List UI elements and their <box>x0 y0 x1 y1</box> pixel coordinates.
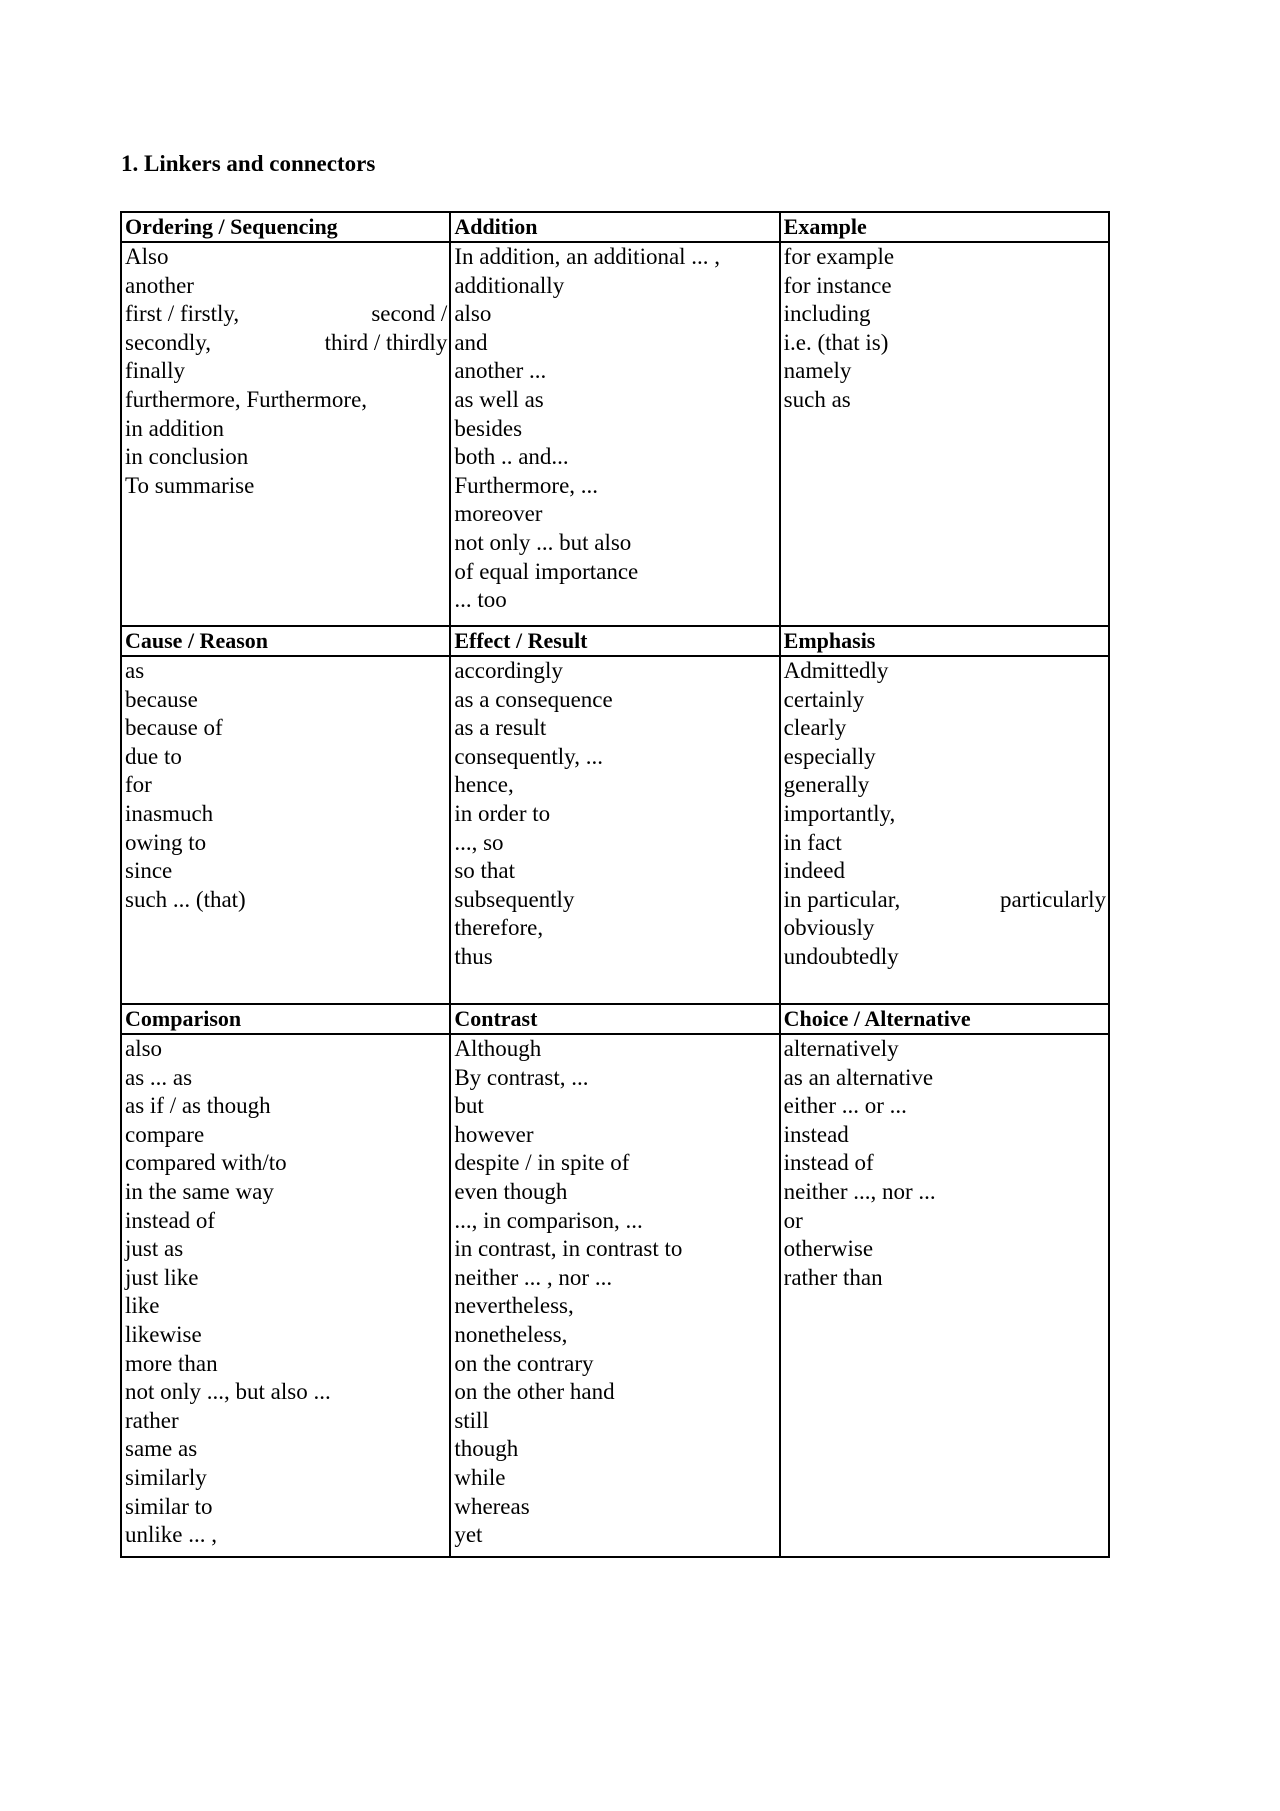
section-header: Example <box>780 212 1109 242</box>
linker-term: undoubtedly <box>783 943 899 969</box>
linker-term: finally <box>125 358 186 384</box>
linker-term-part: particularly <box>999 886 1106 912</box>
linker-term: as well as <box>454 386 544 412</box>
linker-term: however <box>454 1121 534 1147</box>
section-header: Effect / Result <box>450 626 779 656</box>
linker-term: as if / as though <box>125 1093 271 1119</box>
linker-term: of equal importance <box>454 558 639 584</box>
linker-term: instead of <box>125 1207 216 1233</box>
linker-term: By contrast, ... <box>454 1064 589 1090</box>
section-header: Contrast <box>450 1004 779 1034</box>
linker-term: but <box>454 1093 484 1119</box>
linker-term: therefore, <box>454 915 544 941</box>
linker-term: such as <box>783 386 851 412</box>
linker-term: moreover <box>454 501 543 527</box>
linker-term: not only ... but also <box>454 529 632 555</box>
linker-term: rather than <box>783 1264 883 1290</box>
linker-term: for instance <box>783 272 892 298</box>
linker-term: as ... as <box>125 1064 193 1090</box>
linker-term: not only ..., but also ... <box>125 1379 331 1405</box>
linker-term: another <box>125 272 194 298</box>
linker-term: just like <box>125 1264 199 1290</box>
linker-term: as <box>125 658 145 683</box>
linker-term: in the same way <box>125 1178 274 1204</box>
section-list-ordering-sequencing <box>121 242 450 626</box>
linker-term: as a consequence <box>454 686 613 712</box>
linker-term: both .. and... <box>454 444 569 470</box>
linker-term: additionally <box>454 272 565 298</box>
linker-term: since <box>125 858 173 884</box>
linker-term: otherwise <box>783 1236 874 1262</box>
linker-term: in conclusion <box>125 444 249 470</box>
content-row <box>121 656 1109 1004</box>
linker-term: or <box>783 1207 803 1233</box>
linker-term: instead of <box>783 1150 874 1176</box>
linker-term: nevertheless, <box>454 1293 574 1319</box>
linker-term: generally <box>783 772 870 798</box>
linker-term: thus <box>454 943 493 969</box>
section-header: Emphasis <box>780 626 1109 656</box>
linker-term: including <box>783 301 871 327</box>
linker-term <box>125 300 447 329</box>
linker-term: despite / in spite of <box>454 1150 630 1176</box>
section-list-example <box>780 242 1109 626</box>
header-row <box>121 626 1109 656</box>
linker-term: as a result <box>454 715 547 741</box>
linker-term: in addition <box>125 415 225 441</box>
linker-term: in order to <box>454 800 551 826</box>
content-row <box>121 242 1109 626</box>
linker-term: Although <box>454 1036 542 1061</box>
section-list-cause-reason <box>121 656 450 1004</box>
linker-term: more than <box>125 1350 218 1376</box>
linker-term: accordingly <box>454 658 563 683</box>
linker-term: though <box>454 1436 519 1462</box>
linker-term-part: second / <box>371 301 448 327</box>
linker-term-part: secondly, <box>125 329 212 355</box>
section-list-addition <box>450 242 779 626</box>
linker-term: so that <box>454 858 516 884</box>
linker-term: like <box>125 1293 160 1319</box>
section-list-contrast <box>450 1034 779 1557</box>
linker-term: alternatively <box>783 1036 899 1061</box>
linker-term: yet <box>454 1522 483 1548</box>
linkers-table <box>120 211 1110 1558</box>
linker-term-part: in particular, <box>783 886 901 912</box>
linker-term: in contrast, in contrast to <box>454 1236 683 1262</box>
section-header: Choice / Alternative <box>780 1004 1109 1034</box>
linker-term: another ... <box>454 358 547 384</box>
section-list-comparison <box>121 1034 450 1557</box>
linker-term: either ... or ... <box>783 1093 907 1119</box>
linker-term: while <box>454 1464 506 1490</box>
linker-term: just as <box>125 1236 184 1262</box>
linker-term: neither ..., nor ... <box>783 1178 936 1204</box>
section-list-effect-result <box>450 656 779 1004</box>
linker-term: Also <box>125 244 169 269</box>
linker-term: hence, <box>454 772 514 798</box>
linker-term: neither ... , nor ... <box>454 1264 613 1290</box>
linker-term: also <box>125 1036 163 1061</box>
page-title: 1. Linkers and connectors <box>121 151 376 176</box>
linker-term: ... too <box>454 587 507 613</box>
linker-term: obviously <box>783 915 875 941</box>
linker-term: such ... (that) <box>125 886 246 912</box>
linker-term: subsequently <box>454 886 575 912</box>
linker-term: compare <box>125 1121 205 1147</box>
linker-term: due to <box>125 743 182 769</box>
linker-term-part: first / firstly, <box>125 301 240 327</box>
linker-term: inasmuch <box>125 800 214 826</box>
linker-term: ..., in comparison, ... <box>454 1207 643 1233</box>
linkers-table-container <box>120 211 1110 1558</box>
section-header: Addition <box>450 212 779 242</box>
linker-term: certainly <box>783 686 865 712</box>
linker-term: on the contrary <box>454 1350 594 1376</box>
linker-term: on the other hand <box>454 1379 615 1405</box>
linker-term: for example <box>783 244 895 269</box>
linker-term: still <box>454 1407 489 1433</box>
header-row <box>121 212 1109 242</box>
linker-term: namely <box>783 358 852 384</box>
section-list-choice-alternative <box>780 1034 1109 1557</box>
linker-term: especially <box>783 743 876 769</box>
linker-term: likewise <box>125 1321 202 1347</box>
linker-term: clearly <box>783 715 847 741</box>
linker-term: instead <box>783 1121 849 1147</box>
linker-term: ..., so <box>454 829 504 855</box>
linker-term: because <box>125 686 198 712</box>
linker-term <box>784 886 1106 915</box>
linker-term: compared with/to <box>125 1150 287 1176</box>
linker-term: Admittedly <box>783 658 889 683</box>
section-header: Comparison <box>121 1004 450 1034</box>
linker-term: for <box>125 772 152 798</box>
linker-term: because of <box>125 715 223 741</box>
linker-term: similar to <box>125 1493 213 1519</box>
linker-term: besides <box>454 415 523 441</box>
content-row <box>121 1034 1109 1557</box>
linker-term: owing to <box>125 829 207 855</box>
linker-term <box>125 329 447 358</box>
linker-term: importantly, <box>783 800 896 826</box>
linker-term: also <box>454 301 492 327</box>
linker-term: consequently, ... <box>454 743 603 769</box>
linker-term: and <box>454 329 488 355</box>
linker-term: whereas <box>454 1493 530 1519</box>
linker-term: indeed <box>783 858 845 884</box>
linker-term: same as <box>125 1436 198 1462</box>
linker-term: similarly <box>125 1464 207 1490</box>
linker-term-part: third / thirdly <box>324 329 448 355</box>
linker-term: unlike ... , <box>125 1522 217 1548</box>
header-row <box>121 1004 1109 1034</box>
section-header: Cause / Reason <box>121 626 450 656</box>
section-list-emphasis <box>780 656 1109 1004</box>
linker-term: rather <box>125 1407 179 1433</box>
linker-term: in fact <box>783 829 842 855</box>
linker-term: In addition, an additional ... , <box>454 244 721 269</box>
linker-term: even though <box>454 1178 568 1204</box>
linker-term: To summarise <box>125 472 255 498</box>
linker-term: furthermore, Furthermore, <box>125 386 368 412</box>
linker-term: as an alternative <box>783 1064 934 1090</box>
linker-term: i.e. (that is) <box>783 329 889 355</box>
linker-term: nonetheless, <box>454 1321 568 1347</box>
section-header: Ordering / Sequencing <box>121 212 450 242</box>
linker-term: Furthermore, ... <box>454 472 599 498</box>
